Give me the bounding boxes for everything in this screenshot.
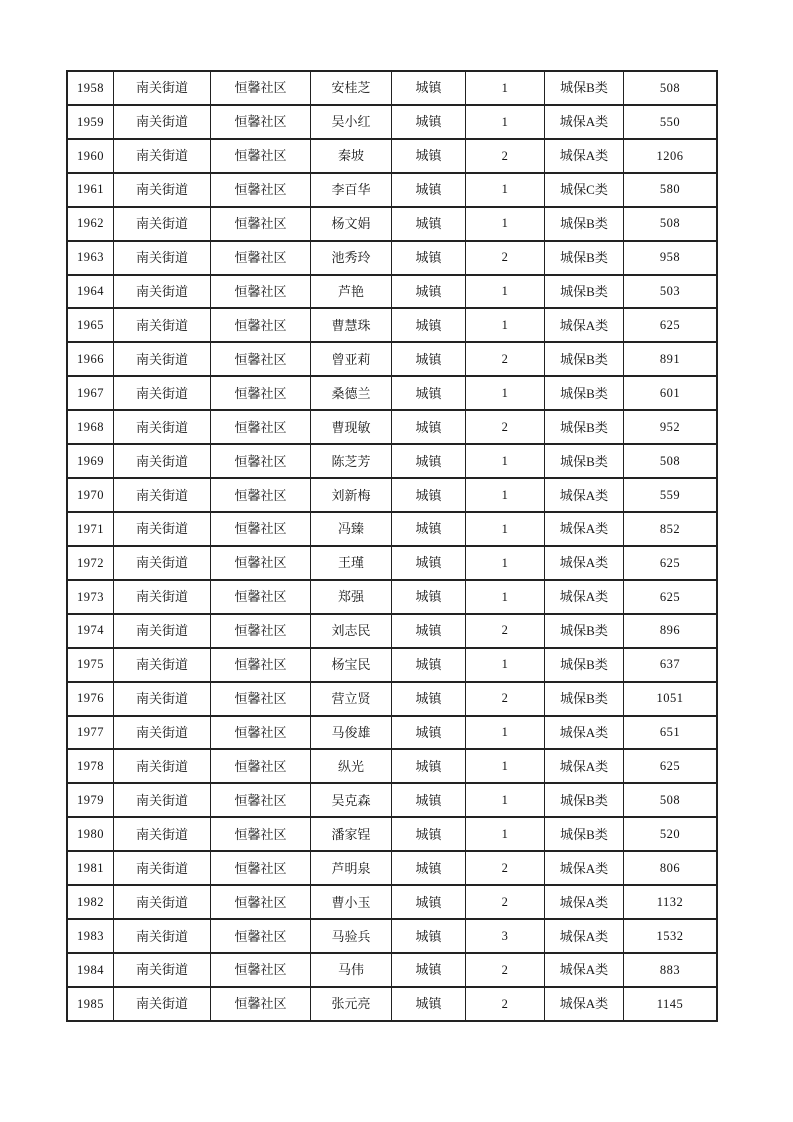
cell-street: 南关街道 <box>114 649 211 681</box>
cell-serial: 1984 <box>68 954 114 986</box>
cell-community: 恒馨社区 <box>211 276 311 308</box>
cell-serial: 1970 <box>68 479 114 511</box>
cell-residence-type: 城镇 <box>392 954 466 986</box>
cell-serial: 1974 <box>68 615 114 647</box>
cell-person-count: 1 <box>466 445 545 477</box>
cell-residence-type: 城镇 <box>392 750 466 782</box>
cell-street: 南关街道 <box>114 954 211 986</box>
cell-community: 恒馨社区 <box>211 649 311 681</box>
cell-street: 南关街道 <box>114 513 211 545</box>
cell-serial: 1971 <box>68 513 114 545</box>
cell-person-count: 2 <box>466 343 545 375</box>
cell-serial: 1980 <box>68 818 114 850</box>
table-row <box>68 954 716 988</box>
cell-benefit-category: 城保B类 <box>545 683 624 715</box>
cell-amount: 625 <box>659 589 681 604</box>
cell-name: 马伟 <box>311 954 392 986</box>
cell-benefit-category: 城保A类 <box>545 886 624 918</box>
cell-person-count: 2 <box>466 988 545 1020</box>
cell-name: 曹现敏 <box>311 411 392 443</box>
cell-amount: 883 <box>659 962 681 977</box>
table-row <box>68 886 716 920</box>
cell-name: 刘志民 <box>311 615 392 647</box>
cell-person-count: 1 <box>466 276 545 308</box>
cell-community: 恒馨社区 <box>211 954 311 986</box>
cell-community: 恒馨社区 <box>211 174 311 206</box>
cell-name: 秦坡 <box>311 140 392 172</box>
cell-street: 南关街道 <box>114 106 211 138</box>
cell-name: 冯臻 <box>311 513 392 545</box>
cell-community: 恒馨社区 <box>211 547 311 579</box>
cell-amount: 896 <box>659 623 681 638</box>
cell-amount: 852 <box>659 521 681 536</box>
cell-street: 南关街道 <box>114 717 211 749</box>
cell-person-count: 2 <box>466 954 545 986</box>
cell-residence-type: 城镇 <box>392 343 466 375</box>
cell-serial: 1963 <box>68 242 114 274</box>
cell-residence-type: 城镇 <box>392 581 466 613</box>
cell-street: 南关街道 <box>114 242 211 274</box>
table-row <box>68 72 716 106</box>
cell-benefit-category: 城保B类 <box>545 445 624 477</box>
table-row <box>68 683 716 717</box>
cell-residence-type: 城镇 <box>392 72 466 104</box>
table-row <box>68 717 716 751</box>
table-row <box>68 309 716 343</box>
cell-serial: 1972 <box>68 547 114 579</box>
cell-benefit-category: 城保A类 <box>545 479 624 511</box>
cell-residence-type: 城镇 <box>392 377 466 409</box>
cell-person-count: 1 <box>466 208 545 240</box>
cell-benefit-category: 城保B类 <box>545 818 624 850</box>
cell-name: 纵光 <box>311 750 392 782</box>
cell-serial: 1962 <box>68 208 114 240</box>
table-row <box>68 784 716 818</box>
cell-serial: 1958 <box>68 72 114 104</box>
cell-residence-type: 城镇 <box>392 649 466 681</box>
cell-community: 恒馨社区 <box>211 886 311 918</box>
cell-amount: 625 <box>659 318 681 333</box>
cell-name: 刘新梅 <box>311 479 392 511</box>
cell-community: 恒馨社区 <box>211 309 311 341</box>
cell-serial: 1968 <box>68 411 114 443</box>
cell-amount: 1206 <box>656 148 684 163</box>
cell-street: 南关街道 <box>114 784 211 816</box>
cell-residence-type: 城镇 <box>392 818 466 850</box>
cell-benefit-category: 城保C类 <box>545 174 624 206</box>
cell-community: 恒馨社区 <box>211 683 311 715</box>
cell-amount: 1051 <box>656 691 684 706</box>
cell-benefit-category: 城保A类 <box>545 988 624 1020</box>
table-row <box>68 140 716 174</box>
cell-serial: 1960 <box>68 140 114 172</box>
cell-street: 南关街道 <box>114 479 211 511</box>
cell-benefit-category: 城保A类 <box>545 581 624 613</box>
cell-residence-type: 城镇 <box>392 140 466 172</box>
cell-amount: 508 <box>659 793 681 808</box>
cell-name: 芦明泉 <box>311 852 392 884</box>
cell-benefit-category: 城保A类 <box>545 140 624 172</box>
cell-name: 曹慧珠 <box>311 309 392 341</box>
cell-residence-type: 城镇 <box>392 242 466 274</box>
cell-person-count: 1 <box>466 309 545 341</box>
table-row <box>68 174 716 208</box>
cell-amount: 637 <box>659 657 681 672</box>
cell-name: 安桂芝 <box>311 72 392 104</box>
table-row <box>68 513 716 547</box>
cell-serial: 1985 <box>68 988 114 1020</box>
cell-community: 恒馨社区 <box>211 818 311 850</box>
cell-residence-type: 城镇 <box>392 106 466 138</box>
cell-street: 南关街道 <box>114 852 211 884</box>
cell-serial: 1977 <box>68 717 114 749</box>
cell-name: 马俊雄 <box>311 717 392 749</box>
cell-street: 南关街道 <box>114 818 211 850</box>
cell-name: 吴克森 <box>311 784 392 816</box>
cell-serial: 1969 <box>68 445 114 477</box>
cell-person-count: 1 <box>466 377 545 409</box>
cell-benefit-category: 城保A类 <box>545 547 624 579</box>
cell-person-count: 1 <box>466 717 545 749</box>
cell-serial: 1966 <box>68 343 114 375</box>
cell-residence-type: 城镇 <box>392 276 466 308</box>
cell-street: 南关街道 <box>114 920 211 952</box>
cell-serial: 1961 <box>68 174 114 206</box>
cell-street: 南关街道 <box>114 581 211 613</box>
cell-amount: 651 <box>659 725 681 740</box>
cell-person-count: 2 <box>466 886 545 918</box>
cell-amount: 958 <box>659 250 681 265</box>
cell-residence-type: 城镇 <box>392 309 466 341</box>
cell-name: 张元亮 <box>311 988 392 1020</box>
cell-name: 马验兵 <box>311 920 392 952</box>
cell-community: 恒馨社区 <box>211 411 311 443</box>
cell-amount: 1132 <box>656 894 684 909</box>
cell-residence-type: 城镇 <box>392 479 466 511</box>
cell-community: 恒馨社区 <box>211 377 311 409</box>
cell-benefit-category: 城保A类 <box>545 106 624 138</box>
cell-street: 南关街道 <box>114 343 211 375</box>
cell-benefit-category: 城保B类 <box>545 615 624 647</box>
cell-name: 李百华 <box>311 174 392 206</box>
cell-amount: 601 <box>659 386 681 400</box>
cell-name: 曹小玉 <box>311 886 392 918</box>
table-row <box>68 581 716 615</box>
cell-community: 恒馨社区 <box>211 242 311 274</box>
cell-name: 潘家锃 <box>311 818 392 850</box>
cell-community: 恒馨社区 <box>211 988 311 1020</box>
cell-community: 恒馨社区 <box>211 615 311 647</box>
cell-community: 恒馨社区 <box>211 140 311 172</box>
cell-street: 南关街道 <box>114 276 211 308</box>
cell-person-count: 1 <box>466 72 545 104</box>
table-row <box>68 920 716 954</box>
cell-benefit-category: 城保A类 <box>545 852 624 884</box>
cell-amount: 508 <box>659 216 681 231</box>
cell-street: 南关街道 <box>114 309 211 341</box>
cell-street: 南关街道 <box>114 411 211 443</box>
cell-street: 南关街道 <box>114 886 211 918</box>
cell-person-count: 1 <box>466 649 545 681</box>
cell-community: 恒馨社区 <box>211 920 311 952</box>
cell-name: 杨文娟 <box>311 208 392 240</box>
cell-amount: 508 <box>659 80 681 95</box>
cell-amount: 580 <box>659 182 681 197</box>
cell-serial: 1976 <box>68 683 114 715</box>
table-row <box>68 445 716 479</box>
table-row <box>68 852 716 886</box>
cell-community: 恒馨社区 <box>211 343 311 375</box>
cell-person-count: 3 <box>466 920 545 952</box>
cell-benefit-category: 城保A类 <box>545 513 624 545</box>
cell-amount: 550 <box>659 114 681 129</box>
cell-name: 曾亚莉 <box>311 343 392 375</box>
cell-street: 南关街道 <box>114 72 211 104</box>
cell-amount: 625 <box>659 555 681 570</box>
cell-residence-type: 城镇 <box>392 445 466 477</box>
cell-serial: 1965 <box>68 309 114 341</box>
cell-community: 恒馨社区 <box>211 479 311 511</box>
cell-street: 南关街道 <box>114 615 211 647</box>
cell-serial: 1983 <box>68 920 114 952</box>
cell-street: 南关街道 <box>114 750 211 782</box>
cell-serial: 1975 <box>68 649 114 681</box>
cell-person-count: 2 <box>466 683 545 715</box>
table-row <box>68 750 716 784</box>
cell-benefit-category: 城保B类 <box>545 72 624 104</box>
cell-residence-type: 城镇 <box>392 784 466 816</box>
cell-residence-type: 城镇 <box>392 208 466 240</box>
cell-community: 恒馨社区 <box>211 852 311 884</box>
cell-community: 恒馨社区 <box>211 445 311 477</box>
cell-amount: 503 <box>659 284 681 299</box>
cell-person-count: 1 <box>466 784 545 816</box>
cell-residence-type: 城镇 <box>392 615 466 647</box>
cell-community: 恒馨社区 <box>211 208 311 240</box>
cell-serial: 1981 <box>68 852 114 884</box>
cell-serial: 1978 <box>68 750 114 782</box>
cell-name: 杨宝民 <box>311 649 392 681</box>
cell-person-count: 2 <box>466 852 545 884</box>
cell-serial: 1979 <box>68 784 114 816</box>
cell-residence-type: 城镇 <box>392 988 466 1020</box>
cell-amount: 952 <box>659 419 681 434</box>
cell-serial: 1964 <box>68 276 114 308</box>
table-row <box>68 242 716 276</box>
cell-street: 南关街道 <box>114 988 211 1020</box>
cell-benefit-category: 城保A类 <box>545 309 624 341</box>
cell-serial: 1973 <box>68 581 114 613</box>
cell-residence-type: 城镇 <box>392 547 466 579</box>
cell-amount: 806 <box>659 860 681 875</box>
cell-street: 南关街道 <box>114 140 211 172</box>
cell-person-count: 1 <box>466 174 545 206</box>
table-row <box>68 818 716 852</box>
cell-person-count: 1 <box>466 547 545 579</box>
table-row <box>68 343 716 377</box>
cell-benefit-category: 城保A类 <box>545 954 624 986</box>
cell-residence-type: 城镇 <box>392 852 466 884</box>
cell-name: 郑强 <box>311 581 392 613</box>
cell-person-count: 1 <box>466 818 545 850</box>
cell-serial: 1982 <box>68 886 114 918</box>
cell-benefit-category: 城保B类 <box>545 411 624 443</box>
table-row <box>68 377 716 411</box>
cell-name: 陈芝芳 <box>311 445 392 477</box>
cell-person-count: 1 <box>466 581 545 613</box>
cell-person-count: 1 <box>466 479 545 511</box>
cell-name: 池秀玲 <box>311 242 392 274</box>
table-row <box>68 411 716 445</box>
cell-amount: 520 <box>659 826 681 841</box>
benefits-table <box>66 70 718 1022</box>
cell-community: 恒馨社区 <box>211 784 311 816</box>
cell-amount: 891 <box>659 352 681 367</box>
cell-benefit-category: 城保B类 <box>545 343 624 375</box>
cell-community: 恒馨社区 <box>211 106 311 138</box>
table-row <box>68 547 716 581</box>
cell-residence-type: 城镇 <box>392 886 466 918</box>
cell-benefit-category: 城保A类 <box>545 750 624 782</box>
cell-benefit-category: 城保B类 <box>545 208 624 240</box>
cell-community: 恒馨社区 <box>211 717 311 749</box>
cell-name: 芦艳 <box>311 276 392 308</box>
cell-residence-type: 城镇 <box>392 920 466 952</box>
cell-benefit-category: 城保B类 <box>545 242 624 274</box>
cell-serial: 1967 <box>68 377 114 409</box>
cell-benefit-category: 城保B类 <box>545 276 624 308</box>
table-row <box>68 479 716 513</box>
table-row <box>68 276 716 310</box>
table-row <box>68 106 716 140</box>
cell-amount: 508 <box>659 453 681 468</box>
cell-name: 王瑾 <box>311 547 392 579</box>
cell-benefit-category: 城保B类 <box>545 377 624 409</box>
cell-residence-type: 城镇 <box>392 513 466 545</box>
cell-community: 恒馨社区 <box>211 513 311 545</box>
cell-name: 桑德兰 <box>311 377 392 409</box>
cell-community: 恒馨社区 <box>211 750 311 782</box>
cell-community: 恒馨社区 <box>211 72 311 104</box>
cell-name: 营立贤 <box>311 683 392 715</box>
cell-person-count: 2 <box>466 411 545 443</box>
cell-street: 南关街道 <box>114 547 211 579</box>
cell-residence-type: 城镇 <box>392 683 466 715</box>
cell-benefit-category: 城保A类 <box>545 920 624 952</box>
table-row <box>68 649 716 683</box>
cell-street: 南关街道 <box>114 377 211 409</box>
cell-person-count: 1 <box>466 106 545 138</box>
cell-benefit-category: 城保B类 <box>545 649 624 681</box>
table-row <box>68 988 716 1020</box>
cell-person-count: 2 <box>466 140 545 172</box>
cell-benefit-category: 城保B类 <box>545 784 624 816</box>
cell-person-count: 1 <box>466 750 545 782</box>
cell-benefit-category: 城保A类 <box>545 717 624 749</box>
cell-street: 南关街道 <box>114 174 211 206</box>
cell-amount: 1532 <box>656 928 684 943</box>
cell-serial: 1959 <box>68 106 114 138</box>
cell-street: 南关街道 <box>114 683 211 715</box>
cell-person-count: 2 <box>466 615 545 647</box>
cell-community: 恒馨社区 <box>211 581 311 613</box>
cell-street: 南关街道 <box>114 208 211 240</box>
cell-amount: 1145 <box>656 996 684 1011</box>
table-row <box>68 615 716 649</box>
cell-residence-type: 城镇 <box>392 411 466 443</box>
cell-person-count: 2 <box>466 242 545 274</box>
cell-amount: 625 <box>659 759 681 774</box>
cell-street: 南关街道 <box>114 445 211 477</box>
cell-residence-type: 城镇 <box>392 174 466 206</box>
cell-residence-type: 城镇 <box>392 717 466 749</box>
table-row <box>68 208 716 242</box>
cell-person-count: 1 <box>466 513 545 545</box>
cell-name: 吴小红 <box>311 106 392 138</box>
cell-amount: 559 <box>659 487 681 502</box>
